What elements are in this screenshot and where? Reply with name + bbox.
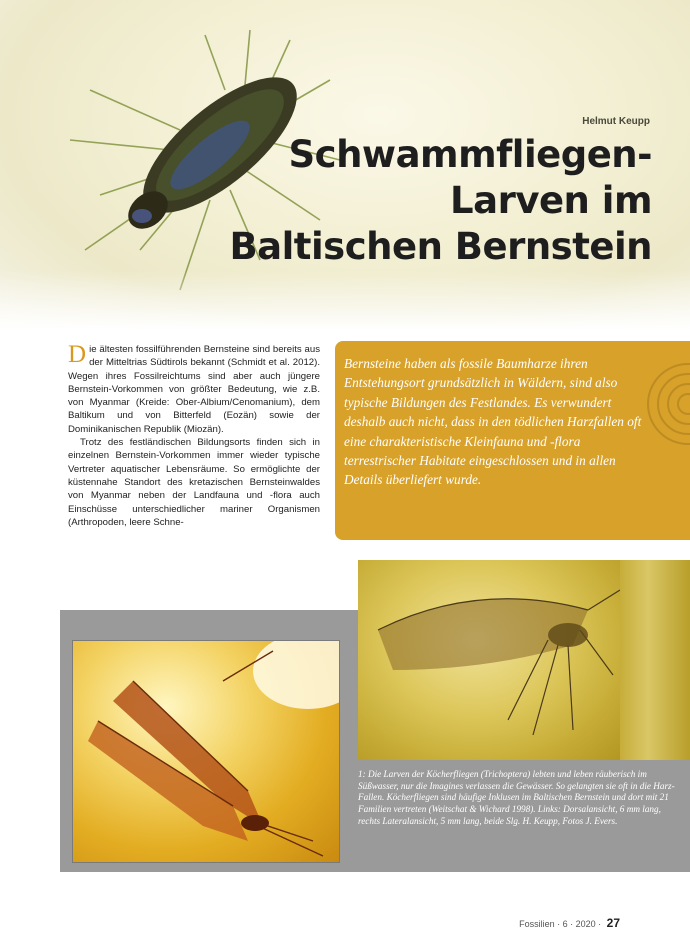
- title-line: Baltischen Bernstein: [229, 225, 652, 268]
- page-footer: [519, 916, 620, 930]
- paragraph-text: ie ältesten fossilführenden Bernsteine sind bereits aus der Mitteltrias Südtirols bekannt (Schmidt et al. 2012). Wegen ihres Fossilreichtums sind aber auch jüngere Bernstein-Vorkommen von größter Bedeutung, wie z.B. von Myanmar (Kreide: Ober-Albium/Cenomanium), dem Baltikum und von Bitterfeld (Eozän) sowie der Dominikanischen Republik (Miozän).: [68, 344, 320, 435]
- drop-cap: D: [68, 341, 87, 368]
- amber-photo-dorsal: [72, 640, 340, 863]
- intro-text: Bernsteine haben als fossile Baumharze ihren Entstehungsort grundsätzlich in Wäldern, sind also typische Bildungen des Festlandes. Es verwundert deshalb auch nicht, dass in den tödlichen Harzfallen oft eine charakteristische Kleinfauna und -flora terrestrischer Habitate eingeschlossen und in allen Details überliefert wurde.: [344, 356, 642, 488]
- title-line: Larven im: [450, 179, 652, 222]
- author-name: Helmut Keupp: [582, 116, 650, 127]
- article-title: [229, 132, 652, 270]
- caddisfly-dorsal-image: [73, 641, 340, 863]
- body-column: [68, 343, 320, 529]
- amber-photo-edge: [620, 560, 690, 760]
- ammonite-watermark-icon: [638, 349, 690, 489]
- amber-photo-lateral: [358, 560, 620, 760]
- paragraph: Trotz des festländischen Bildungsorts finden sich in einzelnen Bernstein-Vorkommen immer wieder typische Vertreter aquatischer Lebensräume. So ermöglichte der küstennahe Standort des kretazischen Bernsteinwaldes von Myanmar neben der Landfauna und -flora auch Einschüsse unterschiedlicher mariner Organismen (Arthropoden, leere Schne-: [68, 437, 320, 528]
- hero-fade: [0, 270, 690, 330]
- figure-caption: 1: Die Larven der Köcherfliegen (Trichoptera) lebten und leben räuberisch im Süßwasser, nur die Imagines verlassen die Gewässer. So gelangten sie oft in die Harz-Fallen. Köcherfliegen sind häufige Inklusen im Baltischen Bernstein und dort mit 21 Familien vertreten (Weitschat & Wichard 1998). Links: Dorsalansicht, 6 mm lang, rechts Lateralansicht, 5 mm lang, beide Slg. H. Keupp, Fotos J. Evers.: [358, 769, 675, 826]
- paragraph: [68, 343, 320, 436]
- title-line: Schwammfliegen-: [288, 133, 652, 176]
- journal-info: Fossilien · 6 · 2020 ·: [519, 919, 602, 929]
- intro-box: [335, 341, 690, 540]
- caddisfly-lateral-image: [358, 560, 620, 760]
- page-number: 27: [606, 916, 620, 930]
